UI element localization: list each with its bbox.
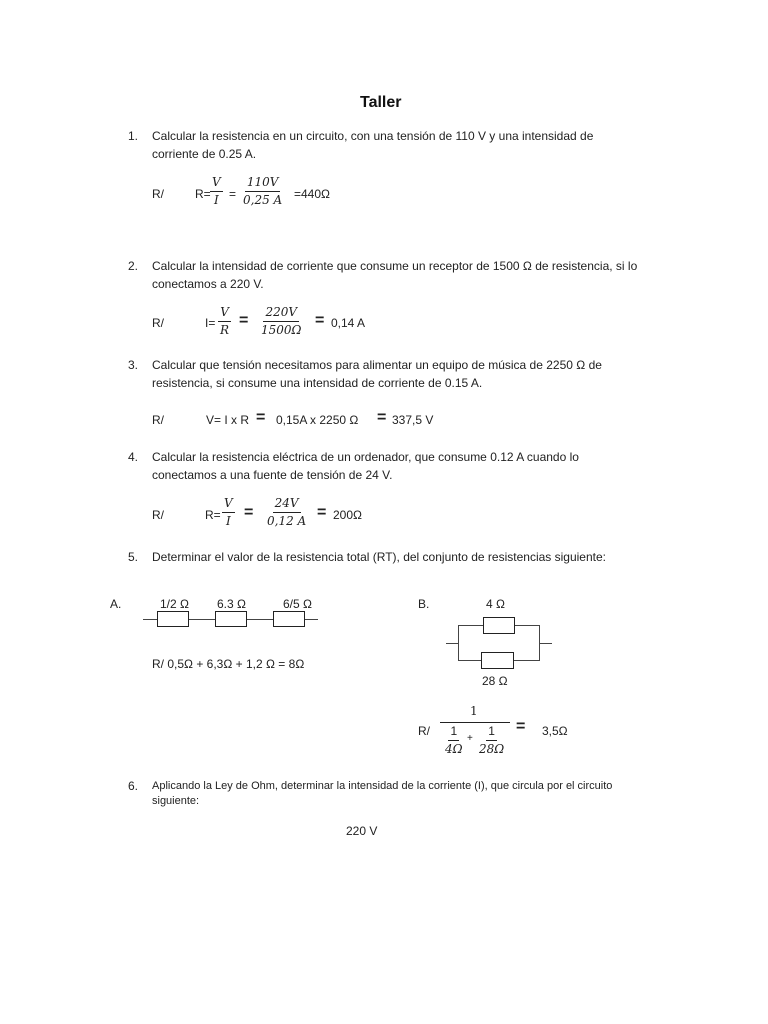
circuit-b-wire-left [446, 643, 458, 644]
q1-text-line2: corriente de 0.25 A. [152, 147, 257, 161]
q1-answer-label: R/ [152, 187, 164, 201]
q5-number: 5. [128, 550, 139, 564]
circuit-a-label: A. [110, 597, 122, 611]
q4-number: 4. [128, 450, 139, 464]
q1-f2-num: 110V [245, 175, 281, 192]
q1-result: =440Ω [294, 187, 330, 201]
circuit-b-plus: + [467, 733, 473, 744]
q4-answer-label: R/ [152, 508, 164, 522]
circuit-b-resistor-1 [483, 617, 515, 634]
circuit-b-f2-den: 28Ω [479, 742, 505, 756]
circuit-b-top-numerator: 1 [470, 704, 478, 718]
q4-text-line2: conectamos a una fuente de tensión de 24 V. [152, 468, 393, 482]
q4-result: 200Ω [333, 508, 362, 522]
q1-f1-den: I [213, 193, 219, 207]
q1-fraction-vi [210, 175, 223, 208]
q6-text-line1: Aplicando la Ley de Ohm, determinar la intensidad de la corriente (I), que circula por el circuito [152, 780, 613, 792]
q1-f1-num: V [210, 175, 223, 192]
circuit-a-resistor-1 [157, 611, 189, 627]
q4-text-line1: Calcular la resistencia eléctrica de un ordenador, que consume 0.12 A cuando lo [152, 450, 579, 464]
q3-equals-1: = [256, 409, 266, 426]
circuit-b-r2-label: 28 Ω [482, 674, 508, 688]
q2-equals-2: = [315, 312, 325, 329]
q1-fraction-values [241, 175, 284, 208]
q1-number: 1. [128, 129, 139, 143]
q3-result: 337,5 V [392, 413, 434, 427]
q1-f2-den: 0,25 A [243, 193, 283, 207]
circuit-b-wire-right [539, 643, 552, 644]
q4-equals-2: = [317, 504, 327, 521]
q3-number: 3. [128, 358, 139, 372]
circuit-a-r2-label: 6.3 Ω [217, 597, 246, 611]
q6-voltage-label: 220 V [346, 824, 378, 838]
circuit-a-resistor-2 [215, 611, 247, 627]
circuit-b-wire-left-vertical [458, 625, 459, 661]
q2-fraction-values [259, 305, 304, 338]
circuit-b-main-fraction-bar [440, 722, 510, 723]
circuit-b-f2-num: 1 [486, 724, 497, 741]
q4-f1-den: I [225, 514, 231, 528]
circuit-b-f1-num: 1 [448, 724, 459, 741]
q2-f1-den: R [220, 323, 230, 337]
circuit-b-label: B. [418, 597, 430, 611]
q4-f1-num: V [222, 496, 235, 513]
circuit-b-equals: = [516, 718, 526, 735]
circuit-a-answer: R/ 0,5Ω + 6,3Ω + 1,2 Ω = 8Ω [152, 657, 305, 671]
q1-equals: = [229, 187, 237, 201]
page-title: Taller [360, 94, 402, 111]
q3-equals-2: = [377, 409, 387, 426]
circuit-b-f1-den: 4Ω [445, 742, 463, 756]
q2-f2-num: 220V [263, 305, 299, 322]
q2-f2-den: 1500Ω [261, 323, 302, 337]
circuit-b-resistor-2 [481, 652, 514, 669]
circuit-b-result: 3,5Ω [542, 724, 568, 738]
q4-equals-1: = [244, 504, 254, 521]
circuit-a-r3-label: 6/5 Ω [283, 597, 312, 611]
circuit-b-r1-label: 4 Ω [486, 597, 505, 611]
q2-text-line1: Calcular la intensidad de corriente que consume un receptor de 1500 Ω de resistencia, si lo [152, 259, 638, 273]
q3-formula: V= I x R [206, 413, 250, 427]
circuit-b-wire-right-vertical [539, 625, 540, 661]
circuit-b-fraction-1 [443, 724, 465, 757]
q1-r-prefix: R= [195, 187, 211, 201]
q2-equals-1: = [239, 312, 249, 329]
circuit-b-answer-label: R/ [418, 724, 430, 738]
q2-answer-label: R/ [152, 316, 164, 330]
q6-number: 6. [128, 779, 139, 793]
q3-text-line2: resistencia, si consume una intensidad de corriente de 0.15 A. [152, 376, 483, 390]
q4-fraction-vi [222, 496, 235, 529]
q4-r-prefix: R= [205, 508, 221, 522]
circuit-b-fraction-2 [477, 724, 506, 757]
q2-result: 0,14 A [331, 316, 366, 330]
q4-f2-den: 0,12 A [267, 514, 307, 528]
q2-r-prefix: I= [205, 316, 216, 330]
q4-f2-num: 24V [273, 496, 301, 513]
circuit-a-resistor-3 [273, 611, 305, 627]
q2-fraction-vr [218, 305, 231, 338]
q3-substitution: 0,15A x 2250 Ω [276, 413, 359, 427]
q2-number: 2. [128, 259, 139, 273]
q2-text-line2: conectamos a 220 V. [152, 277, 264, 291]
q5-text-line1: Determinar el valor de la resistencia total (RT), del conjunto de resistencias siguiente: [152, 550, 606, 564]
q2-f1-num: V [218, 305, 231, 322]
q6-text-line2: siguiente: [152, 795, 200, 807]
q4-fraction-values [265, 496, 308, 529]
q1-text-line1: Calcular la resistencia en un circuito, con una tensión de 110 V y una intensidad de [152, 129, 594, 143]
q3-text-line1: Calcular que tensión necesitamos para alimentar un equipo de música de 2250 Ω de [152, 358, 602, 372]
q3-answer-label: R/ [152, 413, 164, 427]
circuit-a-r1-label: 1/2 Ω [160, 597, 189, 611]
